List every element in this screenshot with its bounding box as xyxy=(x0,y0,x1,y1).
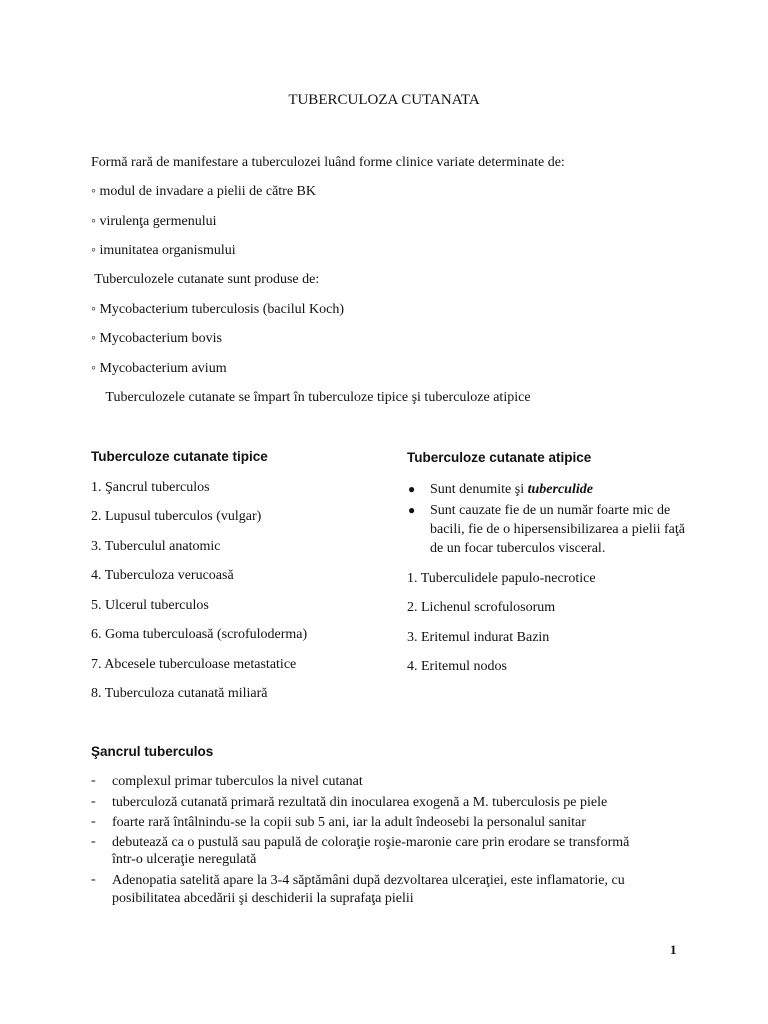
document-title: TUBERCULOZA CUTANATA xyxy=(288,92,480,108)
intro-line: Tuberculozele cutanate sunt produse de: xyxy=(91,272,320,287)
typical-heading: Tuberculoze cutanate tipice xyxy=(91,449,268,464)
intro-bullet: ◦ virulenţa germenului xyxy=(91,214,217,229)
typical-item: 5. Ulcerul tuberculos xyxy=(91,598,209,613)
tuberculide-term: tuberculide xyxy=(527,482,593,497)
intro-line: Formă rară de manifestare a tuberculozei luând forme clinice variate determinate de: xyxy=(91,155,565,170)
sancru-item-cont: posibilitatea abcedării şi deschiderii la suprafaţa pielii xyxy=(112,891,414,906)
atypical-item: 3. Eritemul indurat Bazin xyxy=(407,630,550,645)
atypical-bullet-text: Sunt denumite şi xyxy=(430,482,528,497)
dash-marker: - xyxy=(91,773,96,788)
intro-bullet: ◦ Mycobacterium avium xyxy=(91,361,227,376)
intro-bullet: Tuberculozele cutanate se împart în tuberculoze tipice şi tuberculoze atipice xyxy=(91,390,517,405)
intro-bullet: ◦ Mycobacterium bovis xyxy=(91,331,222,346)
sancru-heading: Şancrul tuberculos xyxy=(91,744,214,759)
sancru-item: tuberculoză cutanată primară rezultată din inocularea exogenă a M. tuberculosis pe piele xyxy=(112,795,608,810)
bullet-icon: ● xyxy=(408,482,416,496)
dash-marker: - xyxy=(91,794,96,809)
intro-bullet: ◦ imunitatea organismului xyxy=(91,243,236,258)
typical-item: 6. Goma tuberculoasă (scrofuloderma) xyxy=(91,627,308,642)
typical-item: 7. Abcesele tuberculoase metastatice xyxy=(91,657,297,672)
atypical-bullet-line: bacili, fie de o hipersensibilizarea a pielii faţă xyxy=(430,522,685,537)
dash-marker: - xyxy=(91,834,96,849)
sancru-item: foarte rară întâlnindu-se la copii sub 5 ani, iar la adult îndeosebi la personalul sanitar xyxy=(112,815,586,830)
sancru-item: debutează ca o pustulă sau papulă de coloraţie roşie-maronie care prin erodare se transformă xyxy=(112,835,630,850)
atypical-bullet-line: de un focar tuberculos visceral. xyxy=(430,541,606,556)
intro-bullet: ◦ modul de invadare a pielii de către BK xyxy=(91,184,316,199)
page-number: 1 xyxy=(670,942,677,957)
atypical-bullet-line: Sunt cauzate fie de un număr foarte mic de xyxy=(430,503,671,518)
typical-item: 8. Tuberculoza cutanată miliară xyxy=(91,686,268,701)
typical-item: 2. Lupusul tuberculos (vulgar) xyxy=(91,509,262,524)
sancru-item: Adenopatia satelită apare la 3-4 săptămâni după dezvoltarea ulceraţiei, este inflamatorie, cu xyxy=(112,873,625,888)
intro-bullet: ◦ Mycobacterium tuberculosis (bacilul Koch) xyxy=(91,302,344,317)
bullet-icon: ● xyxy=(408,503,416,517)
sancru-item-cont: într-o ulceraţie neregulată xyxy=(112,852,257,867)
atypical-item: 2. Lichenul scrofulosorum xyxy=(407,600,556,615)
atypical-item: 1. Tuberculidele papulo-necrotice xyxy=(407,571,596,586)
typical-item: 1. Şancrul tuberculos xyxy=(91,480,210,495)
atypical-heading: Tuberculoze cutanate atipice xyxy=(407,450,592,465)
dash-marker: - xyxy=(91,872,96,887)
dash-marker: - xyxy=(91,814,96,829)
atypical-item: 4. Eritemul nodos xyxy=(407,659,507,674)
typical-item: 4. Tuberculoza verucoasă xyxy=(91,568,234,583)
typical-item: 3. Tuberculul anatomic xyxy=(91,539,221,554)
atypical-bullet xyxy=(430,481,593,499)
sancru-item: complexul primar tuberculos la nivel cutanat xyxy=(112,774,363,789)
